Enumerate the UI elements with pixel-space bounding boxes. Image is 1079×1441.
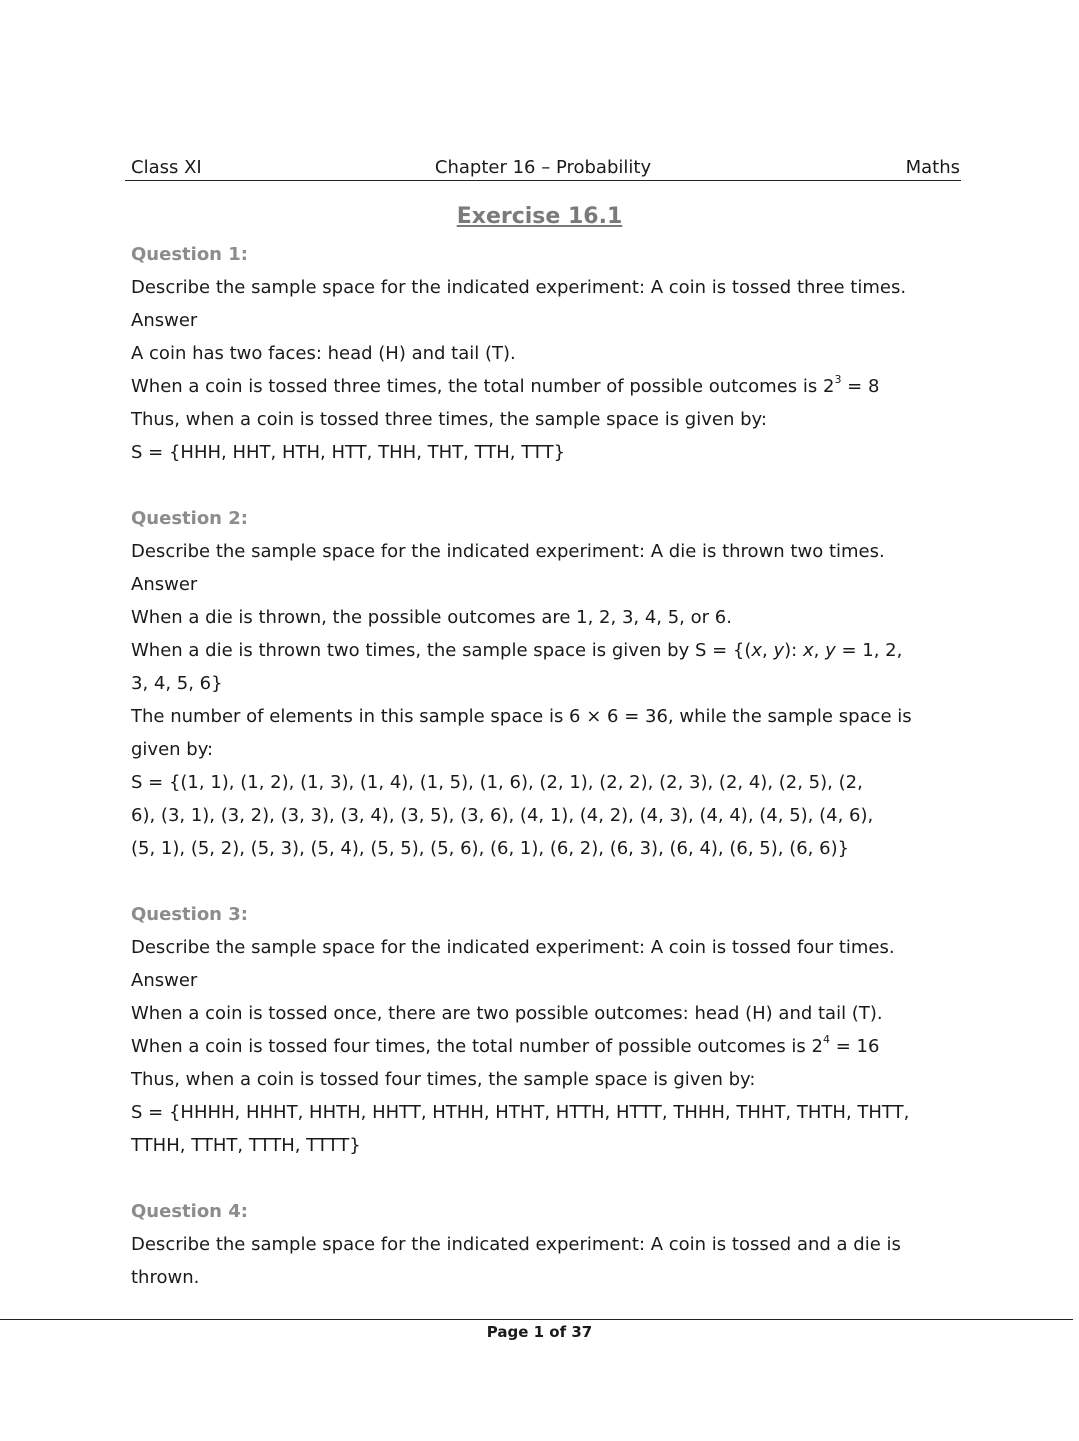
answer-text: When a coin is tossed four times, the total number of possible outcomes is 2: [131, 1036, 823, 1057]
variable: y: [773, 640, 785, 661]
answer-1-label: Answer: [131, 310, 198, 331]
answer-text: = 8: [841, 376, 880, 397]
answer-2-line: When a die is thrown, the possible outcomes are 1, 2, 3, 4, 5, or 6.: [131, 607, 732, 628]
subject-label: Maths: [905, 157, 960, 178]
class-label: Class XI: [131, 157, 202, 178]
chapter-label: Chapter 16 – Probability: [434, 157, 652, 178]
variable: x: [751, 640, 763, 661]
answer-text: = 16: [829, 1036, 880, 1057]
answer-1-line: Thus, when a coin is tossed three times, the sample space is given by:: [131, 409, 767, 430]
answer-2-line: given by:: [131, 739, 214, 760]
answer-3-line: When a coin is tossed once, there are two possible outcomes: head (H) and tail (T).: [131, 1003, 883, 1024]
footer-divider: [0, 1319, 1073, 1320]
page-header: [125, 156, 961, 181]
question-3-heading: Question 3:: [131, 904, 248, 925]
answer-text: ):: [784, 640, 803, 661]
answer-text: When a die is thrown two times, the sample space is given by S = {(: [131, 640, 752, 661]
answer-3-line: Thus, when a coin is tossed four times, the sample space is given by:: [131, 1069, 756, 1090]
answer-2-line: S = {(1, 1), (1, 2), (1, 3), (1, 4), (1, 5), (1, 6), (2, 1), (2, 2), (2, 3), (2, 4), (2, 5), (2,: [131, 772, 863, 793]
answer-3-label: Answer: [131, 970, 198, 991]
answer-2-line: 3, 4, 5, 6}: [131, 673, 223, 694]
answer-text: ,: [762, 640, 774, 661]
answer-1-line: [131, 370, 951, 403]
answer-text: = 1, 2,: [835, 640, 903, 661]
question-4-heading: Question 4:: [131, 1201, 248, 1222]
variable: y: [825, 640, 836, 661]
answer-2-line: 6), (3, 1), (3, 2), (3, 3), (3, 4), (3, 5), (3, 6), (4, 1), (4, 2), (4, 3), (4, 4), (4, 5), (4, 6),: [131, 805, 874, 826]
variable: x: [802, 640, 814, 661]
question-4-text: thrown.: [131, 1267, 200, 1288]
question-3-text: Describe the sample space for the indicated experiment: A coin is tossed four times.: [131, 937, 895, 958]
answer-2-line: The number of elements in this sample space is 6 × 6 = 36, while the sample space is: [131, 706, 912, 727]
question-1-text: Describe the sample space for the indicated experiment: A coin is tossed three times.: [131, 277, 907, 298]
exercise-title: Exercise 16.1: [456, 204, 623, 229]
page-number: Page 1 of 37: [486, 1323, 593, 1341]
exponent: 4: [822, 1033, 830, 1046]
answer-2-line: [131, 634, 951, 667]
answer-2-label: Answer: [131, 574, 198, 595]
answer-3-line: TTHH, TTHT, TTTH, TTTT}: [131, 1135, 361, 1156]
question-4-text: Describe the sample space for the indicated experiment: A coin is tossed and a die is: [131, 1234, 901, 1255]
answer-1-line: A coin has two faces: head (H) and tail (T).: [131, 343, 516, 364]
answer-1-line: S = {HHH, HHT, HTH, HTT, THH, THT, TTH, TTT}: [131, 442, 566, 463]
question-2-heading: Question 2:: [131, 508, 248, 529]
answer-text: When a coin is tossed three times, the total number of possible outcomes is 2: [131, 376, 835, 397]
question-2-text: Describe the sample space for the indicated experiment: A die is thrown two times.: [131, 541, 885, 562]
answer-3-line: S = {HHHH, HHHT, HHTH, HHTT, HTHH, HTHT, HTTH, HTTT, THHH, THHT, THTH, THTT,: [131, 1102, 910, 1123]
question-1-heading: Question 1:: [131, 244, 248, 265]
document-body: [131, 238, 951, 1294]
answer-2-line: (5, 1), (5, 2), (5, 3), (5, 4), (5, 5), (5, 6), (6, 1), (6, 2), (6, 3), (6, 4), (6, 5), (6, 6)}: [131, 838, 850, 859]
answer-3-line: [131, 1030, 951, 1063]
answer-text: ,: [813, 640, 826, 661]
exponent: 3: [834, 373, 842, 386]
